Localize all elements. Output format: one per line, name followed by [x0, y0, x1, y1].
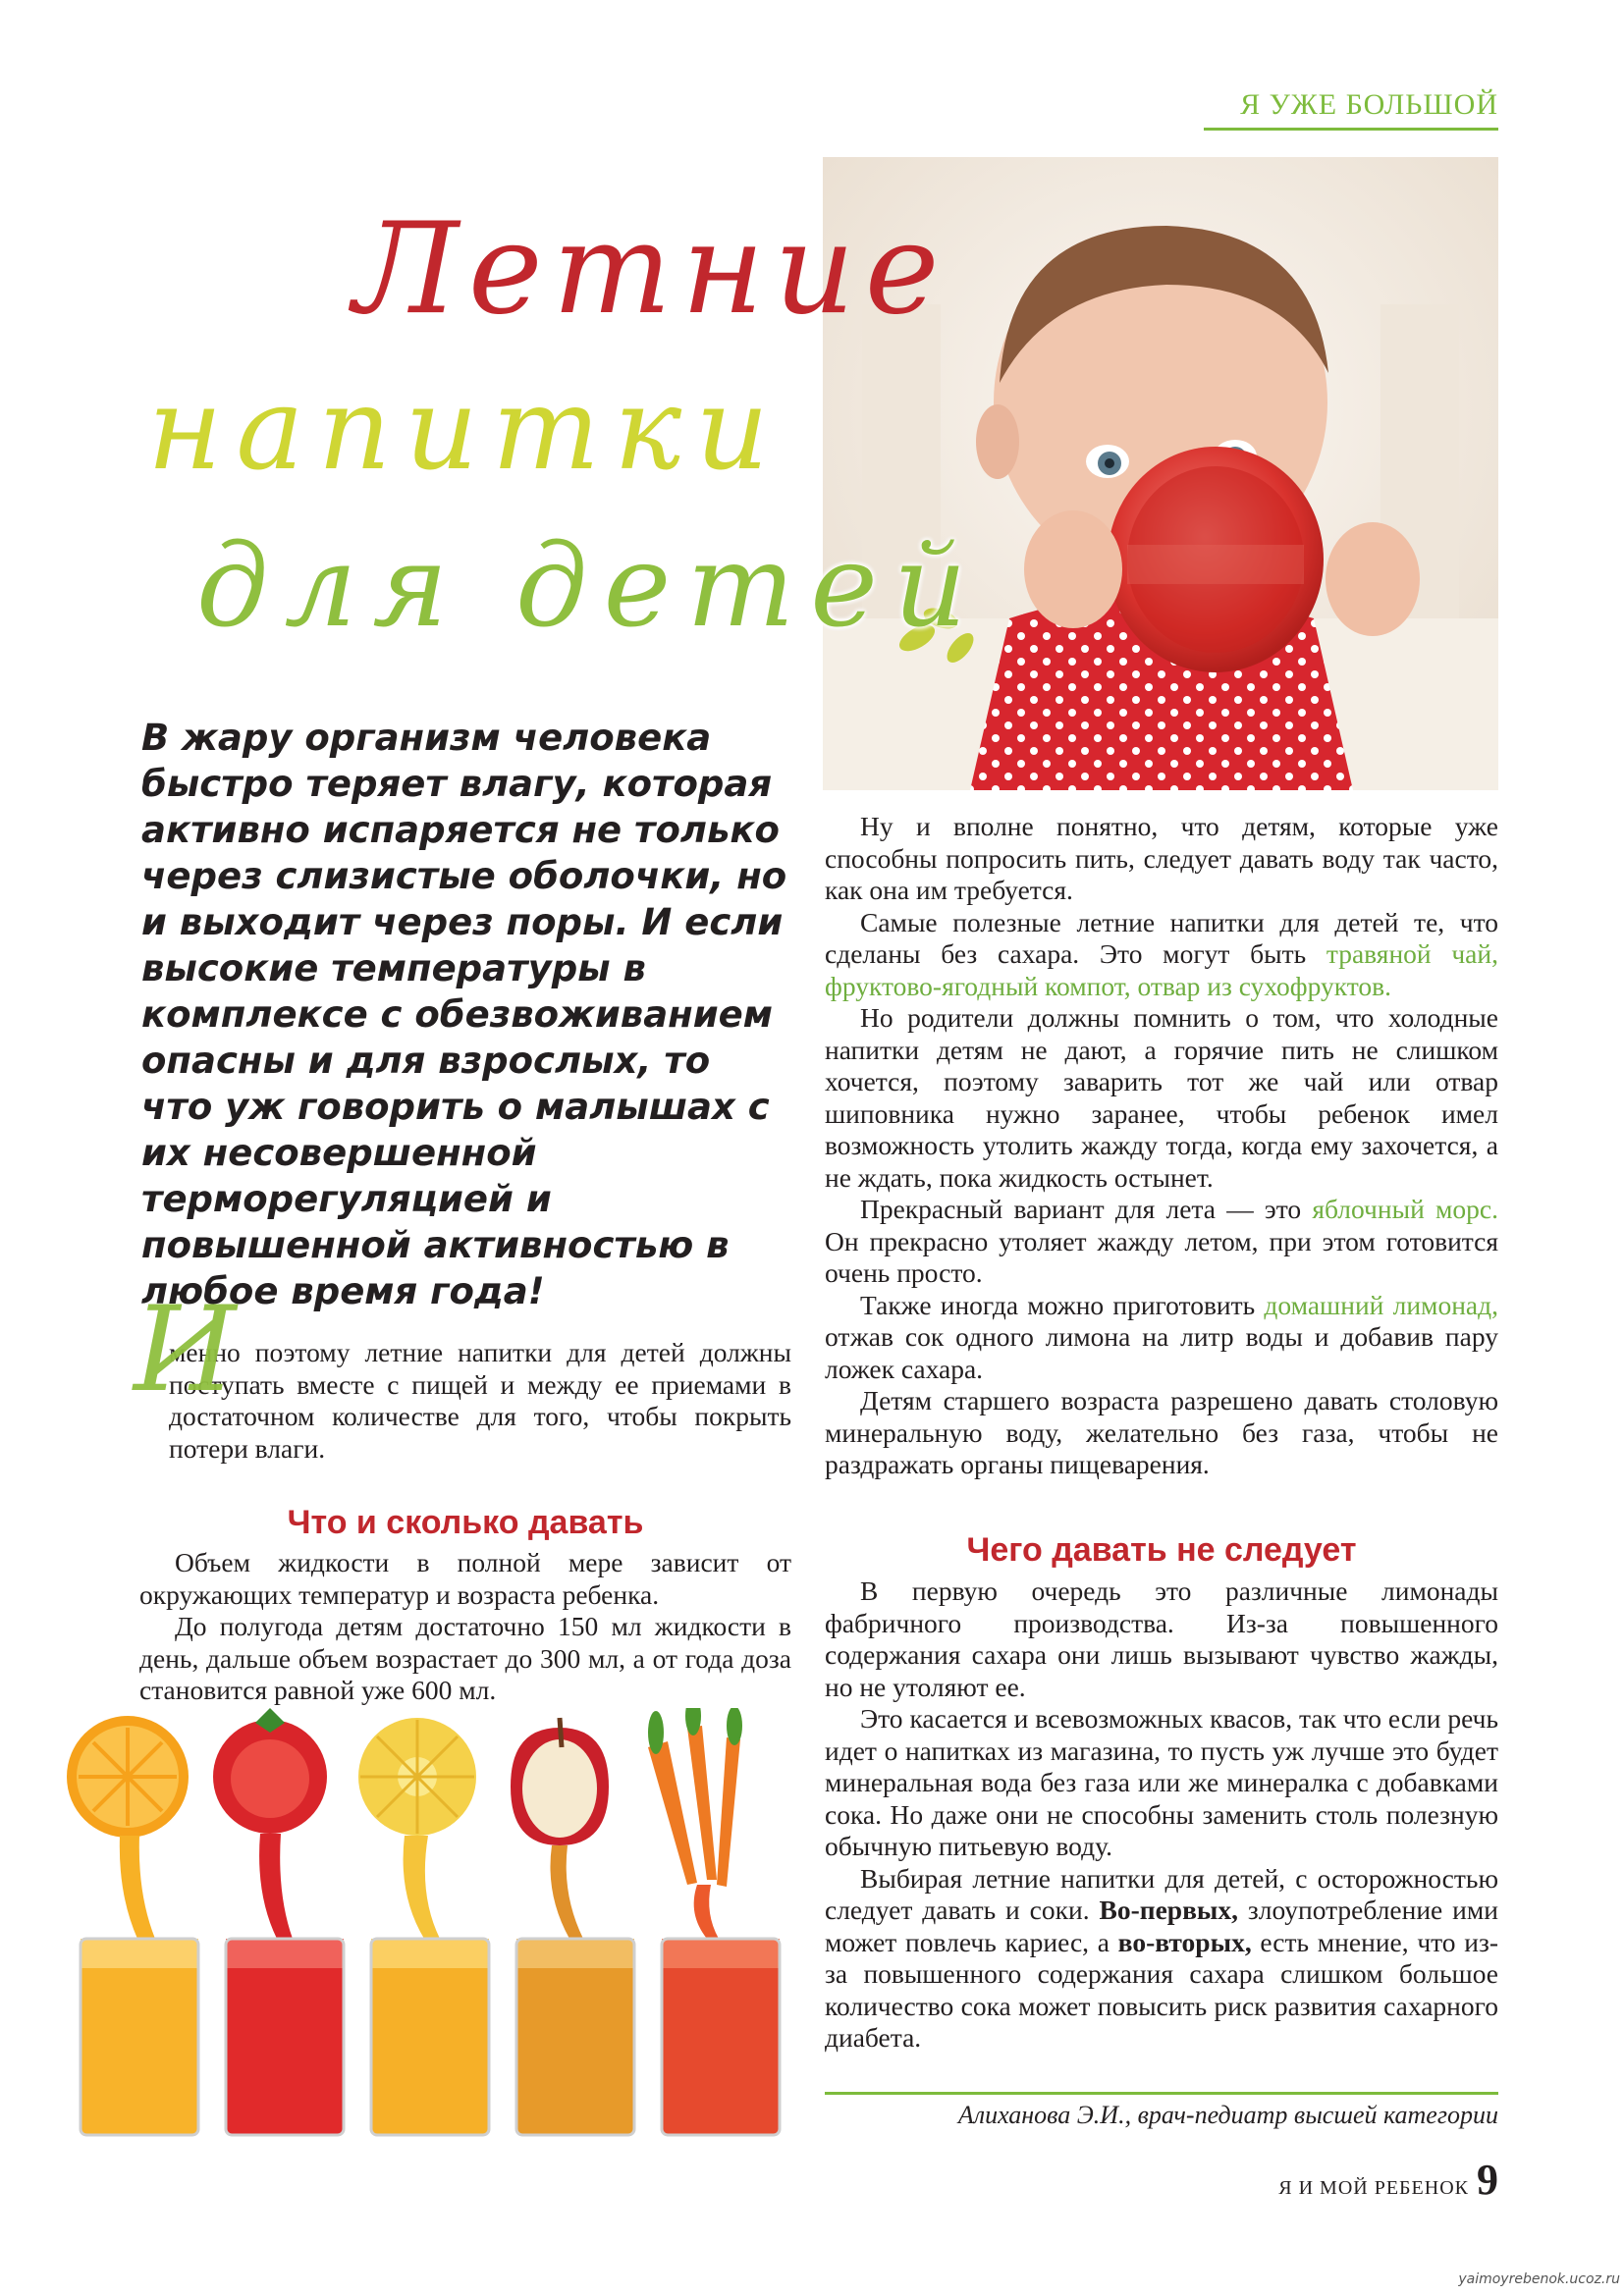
paragraph: [825, 1863, 1498, 2055]
watermark: yaimoyrebenok.ucoz.ru: [1458, 2271, 1620, 2287]
section-rule: [1204, 128, 1498, 131]
title-line-2: напитки: [147, 363, 783, 496]
paragraph: [825, 907, 1498, 1003]
highlight-text: домашний лимонад,: [1264, 1289, 1498, 1320]
paragraph: Но родители должны помнить о том, что холодные напитки детям не дают, а горячие пить не слишком хочется, поэтому заварить тот же чай или отвар шиповника нужно заранее, чтобы ребенок имел возможность утолить жажду тогда, когда ему захочется, а не ждать, пока жидкость остынет.: [825, 1002, 1498, 1193]
paragraph: В первую очередь это различные лимонады фабричного производства. Из-за повышенного содержания сахара они лишь вызывают чувство жажды, но не утоляют ее.: [825, 1575, 1498, 1702]
bold-text: во-вторых,: [1117, 1926, 1252, 1957]
title-line-3: для детей: [196, 520, 983, 653]
text: Выбирая летние напитки для детей, с осторожностью следует давать и соки.: [825, 1862, 1498, 1925]
text: Также иногда можно приготовить: [860, 1289, 1265, 1320]
author-signature: Алиханова Э.И., врач-педиатр высшей категории: [957, 2101, 1498, 2129]
lead-paragraph: В жару организм человека быстро теряет влагу, которая активно испаряется не только через слизистые оболочки, но и выходит через поры. И если высокие температуры в комплексе с обезвоживанием опасны и для взрослых, то что уж говорить о малышах с их несовершенной терморегуляцией и повышенной активностью в любое время года!: [141, 717, 787, 1312]
text: отжав сок одного лимона на литр воды и добавив пару ложек сахара.: [825, 1321, 1498, 1384]
heading-what-and-how-much: Что и сколько давать: [287, 1504, 644, 1541]
magazine-name: Я И МОЙ РЕБЕНОК: [1278, 2177, 1469, 2199]
highlight-text: яблочный морс.: [1312, 1194, 1498, 1224]
right-body-top: [825, 811, 1498, 1481]
title-line-1: Летние: [353, 196, 949, 343]
text: Самые полезные летние напитки для детей те, что сделаны без сахара. Это могут быть: [825, 906, 1498, 969]
paragraph: Объем жидкости в полной мере зависит от окружающих температур и возраста ребенка.: [139, 1547, 791, 1610]
text: злоупотребление ими может повлечь кариес, а: [825, 1895, 1498, 1957]
highlight-text: травяной чай, фруктово-ягодный компот, отвар из сухофруктов.: [825, 938, 1498, 1001]
page-number: 9: [1477, 2156, 1498, 2204]
intro-paragraph: [134, 1282, 791, 1465]
paragraph: [825, 1194, 1498, 1290]
drop-cap: И: [134, 1282, 237, 1418]
heading-what-not-to-give: Чего давать не следует: [966, 1531, 1357, 1569]
text: Он прекрасно утоляет жажду летом, при этом готовится очень просто.: [825, 1225, 1498, 1288]
paragraph: До полугода детям достаточно 150 мл жидкости в день, дальше объем возрастает до 300 мл, а от года доза становится равной уже 600 мл.: [139, 1611, 791, 1705]
left-body: [139, 1547, 791, 1707]
paragraph: Это касается и всевозможных квасов, так что если речь идет о напитках из магазина, то пусть уж лучше это будет минеральная вода без газа или же минералка с добавками сока. Но даже они не способны заменить столь полезную обычную питьевую воду.: [825, 1703, 1498, 1861]
intro-text: менно поэтому летние напитки для детей должны поступать вместе с пищей и между ее приемами в достаточном количестве для того, чтобы покрыть потери влаги.: [169, 1337, 791, 1464]
signature-rule: [825, 2092, 1498, 2095]
right-body-bottom: [825, 1575, 1498, 2055]
juices-svg: [59, 1708, 815, 2150]
paragraph: [825, 1290, 1498, 1386]
paragraph: Ну и вполне понятно, что детям, которые уже способны попросить пить, следует давать воду так часто, как она им требуется.: [825, 811, 1498, 905]
text: Прекрасный вариант для лета — это: [860, 1194, 1313, 1224]
text: есть мнение, что из-за повышенного содержания сахара слишком большое количество сока может повысить риск развития сахарного диабета.: [825, 1926, 1499, 2053]
bold-text: Во-первых,: [1099, 1895, 1239, 1925]
section-tag: Я УЖЕ БОЛЬШОЙ: [1240, 88, 1498, 121]
paragraph: Детям старшего возраста разрешено давать столовую минеральную воду, желательно без газа, чтобы не раздражать органы пищеварения.: [825, 1385, 1498, 1479]
page-footer: [1178, 2155, 1498, 2205]
juice-glasses-illustration: [59, 1708, 815, 2150]
